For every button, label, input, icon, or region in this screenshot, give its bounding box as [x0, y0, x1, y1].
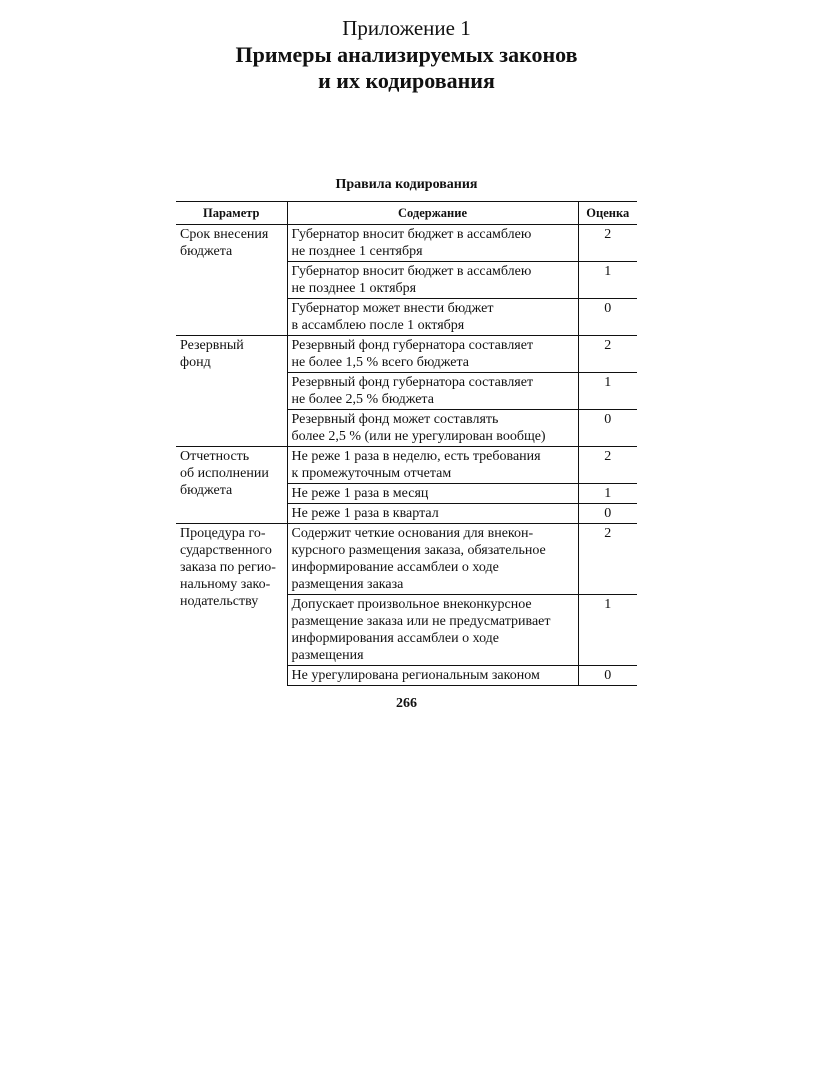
table-row [176, 447, 637, 484]
parameter-cell [176, 447, 287, 524]
table-row [176, 336, 637, 373]
content-text: Не урегулирована региональным законом [291, 668, 540, 683]
column-header-content: Содержание [287, 202, 578, 225]
score-cell: 2 [578, 447, 637, 484]
content-text: Резервный фонд губернатора составляет не более 2,5 % бюджета [291, 375, 534, 407]
content-text: Губернатор вносит бюджет в ассамблею не позднее 1 сентября [291, 227, 532, 259]
title-line-2: и их кодирования [318, 68, 495, 93]
content-cell [287, 524, 578, 595]
content-cell [287, 336, 578, 373]
content-text: Губернатор вносит бюджет в ассамблею не позднее 1 октября [291, 264, 532, 296]
score-cell: 0 [578, 666, 637, 686]
score-cell: 0 [578, 299, 637, 336]
score-cell: 2 [578, 225, 637, 262]
parameter-cell [176, 336, 287, 447]
content-cell [287, 410, 578, 447]
page-title [0, 42, 813, 94]
content-cell [287, 262, 578, 299]
parameter-text: Срок внесения бюджета [180, 227, 269, 259]
coding-rules-table [176, 201, 637, 686]
content-text: Содержит четкие основания для внекон- курсного размещения заказа, обязательное информирование ассамблеи о ходе размещения заказа [291, 526, 546, 592]
content-cell [287, 299, 578, 336]
column-header-parameter: Параметр [176, 202, 287, 225]
parameter-text: Резервный фонд [180, 338, 244, 370]
content-cell [287, 373, 578, 410]
content-cell [287, 595, 578, 666]
appendix-label: Приложение 1 [342, 16, 471, 40]
parameter-cell [176, 524, 287, 686]
content-cell [287, 484, 578, 504]
content-text: Не реже 1 раза в квартал [291, 506, 439, 521]
content-cell [287, 225, 578, 262]
parameter-cell [176, 225, 287, 336]
parameter-text: Процедура го- сударственного заказа по регио- нальному зако- нодательству [180, 526, 276, 609]
content-text: Губернатор может внести бюджет в ассамблею после 1 октября [291, 301, 494, 333]
page-number: 266 [396, 696, 417, 711]
score-cell: 2 [578, 336, 637, 373]
content-text: Резервный фонд может составлять более 2,5 % (или не урегулирован вообще) [291, 412, 546, 444]
score-cell: 0 [578, 410, 637, 447]
parameter-text: Отчетность об исполнении бюджета [180, 449, 269, 498]
score-cell: 1 [578, 373, 637, 410]
score-cell: 1 [578, 595, 637, 666]
table-row [176, 524, 637, 595]
column-header-score: Оценка [578, 202, 637, 225]
content-text: Не реже 1 раза в месяц [291, 486, 429, 501]
content-cell [287, 666, 578, 686]
table-row [176, 225, 637, 262]
table-caption: Правила кодирования [335, 177, 478, 192]
content-text: Не реже 1 раза в неделю, есть требования к промежуточным отчетам [291, 449, 541, 481]
score-cell: 0 [578, 504, 637, 524]
title-line-1: Примеры анализируемых законов [235, 42, 578, 67]
content-cell [287, 504, 578, 524]
table-header-row [176, 202, 637, 225]
content-text: Допускает произвольное внеконкурсное размещение заказа или не предусматривает информирования ассамблеи о ходе размещения [291, 597, 551, 663]
content-cell [287, 447, 578, 484]
score-cell: 2 [578, 524, 637, 595]
score-cell: 1 [578, 262, 637, 299]
score-cell: 1 [578, 484, 637, 504]
content-text: Резервный фонд губернатора составляет не более 1,5 % всего бюджета [291, 338, 534, 370]
